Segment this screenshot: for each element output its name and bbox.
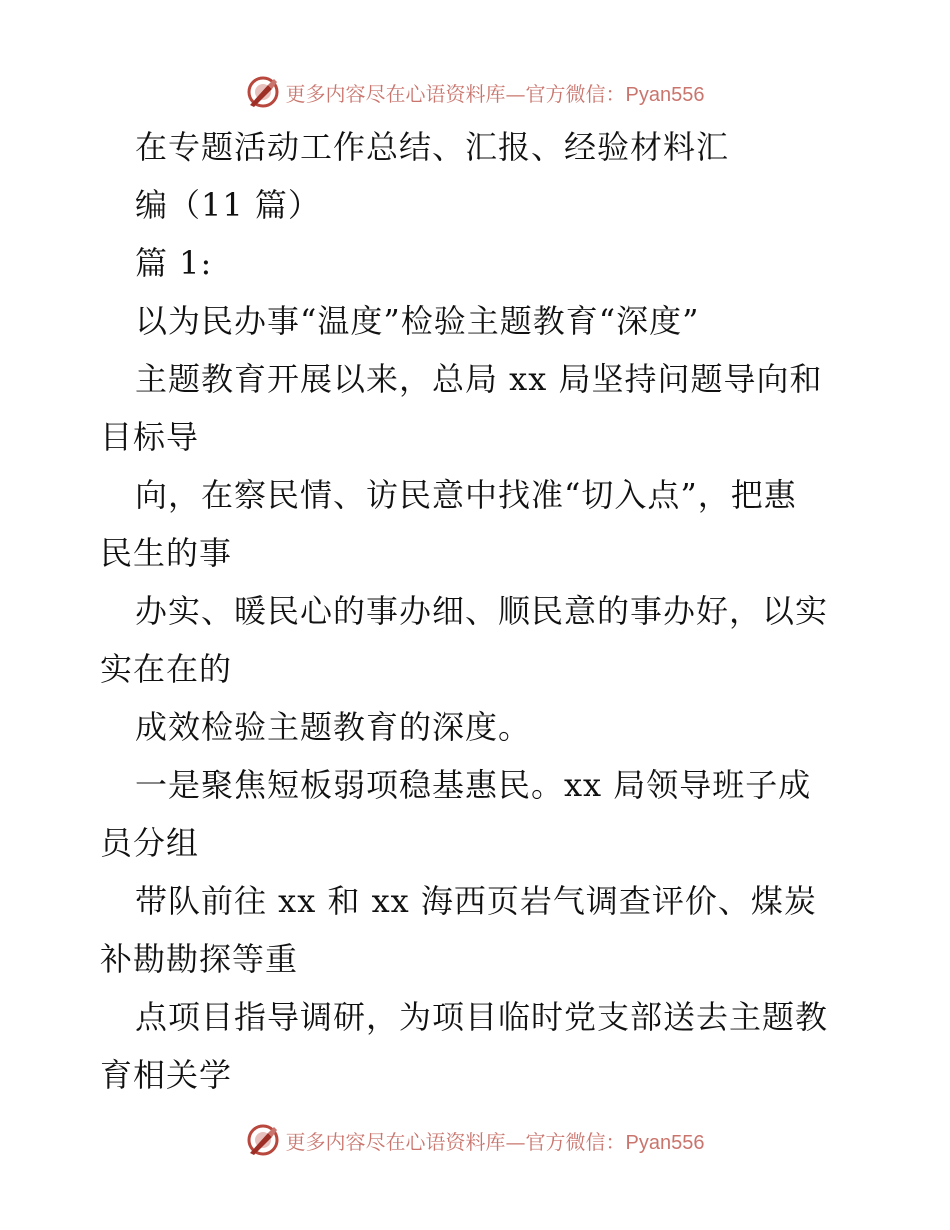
watermark-text: 更多内容尽在心语资料库—官方微信：Pyan556	[285, 1129, 705, 1154]
paragraph-line: 办实、暖民心的事办细、顺民意的事办好，以实	[135, 592, 829, 630]
document-title-line-1: 在专题活动工作总结、汇报、经验材料汇	[135, 128, 730, 166]
paragraph-line: 带队前往 xx 和 xx 海西页岩气调查评价、煤炭	[135, 882, 817, 920]
paragraph-line: 成效检验主题教育的深度。	[135, 708, 532, 746]
paragraph-line: 向，在察民情、访民意中找准“切入点”，把惠	[135, 476, 797, 514]
watermark-banner-top	[0, 72, 950, 112]
paragraph-line: 育相关学	[100, 1056, 233, 1094]
paragraph-line: 点项目指导调研，为项目临时党支部送去主题教	[135, 998, 829, 1036]
paragraph-line: 一是聚焦短板弱项稳基惠民。xx 局领导班子成	[135, 766, 812, 804]
pen-logo-icon	[246, 1123, 280, 1157]
paragraph-line: 主题教育开展以来，总局 xx 局坚持问题导向和	[135, 360, 823, 398]
paragraph-line: 目标导	[100, 418, 200, 456]
section-heading: 篇 1:	[135, 244, 213, 282]
document-title-line-2: 编（11 篇）	[135, 186, 321, 224]
paragraph-line: 民生的事	[100, 534, 233, 572]
paragraph-line: 实在在的	[100, 650, 233, 688]
watermark-banner-bottom	[0, 1120, 950, 1160]
pen-logo-icon	[246, 75, 280, 109]
article-title: 以为民办事“温度”检验主题教育“深度”	[135, 302, 700, 340]
paragraph-line: 补勘勘探等重	[100, 940, 299, 978]
watermark-text: 更多内容尽在心语资料库—官方微信：Pyan556	[285, 81, 705, 106]
paragraph-line: 员分组	[100, 824, 200, 862]
